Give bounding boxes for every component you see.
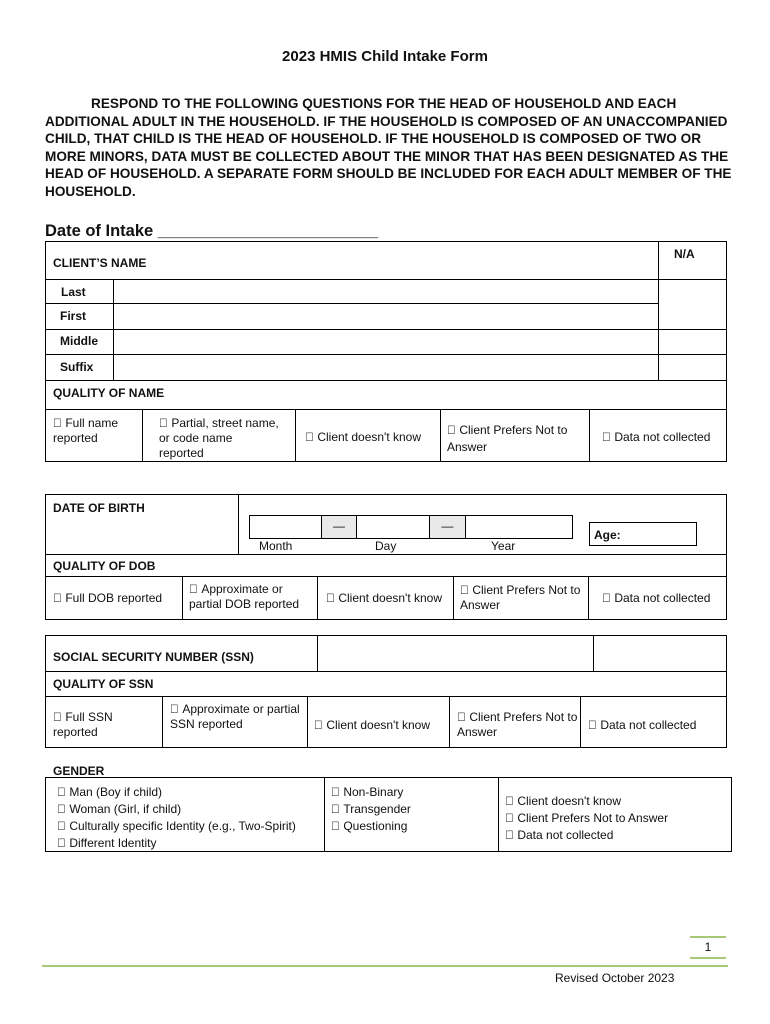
dob-quality-approximate[interactable]: Approximate or partial DOB reported (189, 582, 307, 611)
footer-divider (42, 965, 728, 967)
name-first-label: First (60, 309, 87, 323)
gender-woman[interactable]: Woman (Girl, if child) (57, 802, 169, 816)
dob-quality-doesnt-know[interactable]: Client doesn't know (326, 591, 430, 605)
dob-month-label: Month (259, 539, 293, 553)
gender-non-binary[interactable]: Non-Binary (331, 785, 392, 799)
dob-year-input[interactable] (465, 515, 573, 539)
gender-questioning[interactable]: Questioning (331, 819, 396, 833)
name-quality-prefers-not[interactable]: Client Prefers Not to Answer (447, 423, 556, 454)
na-label: N/A (674, 247, 695, 261)
revised-date: Revised October 2023 (555, 971, 675, 985)
form-title: 2023 HMIS Child Intake Form (282, 48, 488, 65)
dob-separator: — (429, 515, 466, 539)
name-middle-label: Middle (60, 334, 98, 348)
dob-quality-prefers-not[interactable]: Client Prefers Not to Answer (460, 583, 569, 612)
name-quality-full[interactable]: Full name reported (53, 416, 106, 445)
ssn-input[interactable] (318, 636, 592, 670)
name-quality-not-collected[interactable]: Data not collected (602, 430, 699, 444)
instructions: RESPOND TO THE FOLLOWING QUESTIONS FOR THE HEAD OF HOUSEHOLD AND EACH ADDITIONAL ADULT IN THE HOUSEHOLD. IF THE HOUSEHOLD IS COMPOSED OF AN UNACCOMPANIED CHILD, THAT CHILD IS THE HEAD OF HOUSEHOLD. IF THE HOUSEHOLD IS COMPOSED OF TWO OR MORE MINORS, DATA MUST BE COLLECTED ABOUT THE MINOR THAT HAS BEEN DESIGNATED AS THE HEAD OF HOUSEHOLD. A SEPARATE FORM SHOULD BE INCLUDED FOR EACH ADULT MEMBER OF THE HOUSEHOLD. (45, 96, 732, 199)
gender-transgender[interactable]: Transgender (331, 802, 399, 816)
ssn-quality-prefers-not[interactable]: Client Prefers Not to Answer (457, 710, 566, 739)
client-name-header: CLIENT’S NAME (53, 256, 147, 270)
ssn-header: SOCIAL SECURITY NUMBER (SSN) (53, 650, 254, 664)
dob-day-label: Day (375, 539, 397, 553)
name-last-label: Last (61, 285, 86, 299)
dob-quality-not-collected[interactable]: Data not collected (602, 591, 699, 605)
gender-header: GENDER (53, 764, 105, 778)
name-first-input[interactable] (114, 304, 657, 328)
page-number-bar-top (690, 936, 726, 938)
name-middle-input[interactable] (114, 330, 657, 353)
gender-prefers-not[interactable]: Client Prefers Not to Answer (505, 811, 656, 825)
gender-doesnt-know[interactable]: Client doesn't know (505, 794, 609, 808)
age-label: Age: (594, 528, 621, 542)
name-quality-doesnt-know[interactable]: Client doesn't know (305, 430, 409, 444)
gender-not-collected[interactable]: Data not collected (505, 828, 602, 842)
dob-separator: — (321, 515, 357, 539)
dob-year-label: Year (491, 539, 516, 553)
dob-quality-full[interactable]: Full DOB reported (53, 591, 150, 605)
dob-month-input[interactable] (249, 515, 322, 539)
page-number-bar-bottom (690, 957, 726, 959)
gender-culturally-specific[interactable]: Culturally specific Identity (e.g., Two-Spirit) (57, 819, 284, 833)
quality-of-dob-label: QUALITY OF DOB (53, 559, 156, 573)
name-last-input[interactable] (114, 280, 657, 302)
name-suffix-input[interactable] (114, 355, 657, 379)
quality-of-ssn-label: QUALITY OF SSN (53, 677, 154, 691)
ssn-quality-approximate[interactable]: Approximate or partial SSN reported (170, 702, 288, 731)
ssn-quality-full[interactable]: Full SSN reported (53, 710, 149, 724)
name-suffix-label: Suffix (60, 360, 94, 374)
quality-of-name-label: QUALITY OF NAME (53, 386, 165, 400)
gender-man[interactable]: Man (Boy if child) (57, 785, 150, 799)
dob-day-input[interactable] (356, 515, 430, 539)
ssn-quality-not-collected[interactable]: Data not collected (588, 718, 685, 732)
ssn-quality-doesnt-know[interactable]: Client doesn't know (314, 718, 418, 732)
date-of-intake-field[interactable]: Date of Intake ________________________ (45, 222, 379, 240)
page-number: 1 (704, 940, 712, 954)
gender-different-identity[interactable]: Different Identity (57, 836, 145, 850)
name-quality-partial[interactable]: Partial, street name, or code name reported (159, 416, 267, 460)
dob-header: DATE OF BIRTH (53, 501, 145, 515)
